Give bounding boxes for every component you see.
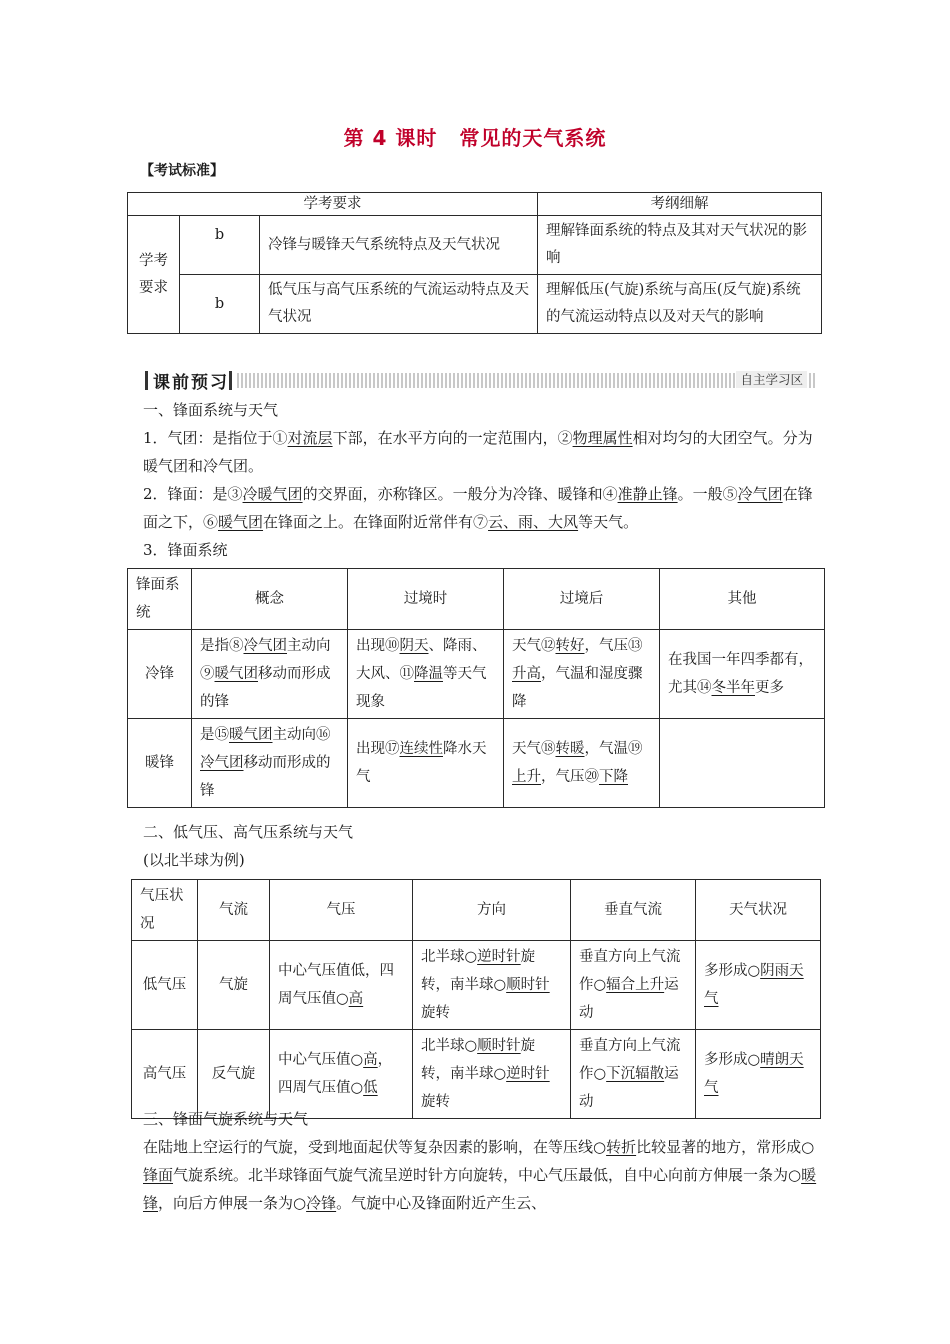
answer: 低: [363, 1080, 378, 1096]
level-cell: b: [180, 275, 260, 334]
low-pressure-vertical: [571, 941, 696, 1030]
answer: 对流层: [287, 429, 333, 447]
text: 是⑮: [200, 727, 229, 743]
answer: 阴天: [399, 638, 429, 654]
text: 多形成○: [704, 1052, 761, 1068]
pressure-system-table: [131, 879, 821, 1119]
row-header: 学考要求: [128, 216, 180, 334]
text: ，气压⑬: [584, 638, 643, 654]
header-weather: 天气状况: [696, 880, 821, 941]
answer: 降温: [414, 666, 443, 682]
text: 主动向⑨: [200, 638, 331, 682]
answer: 晴朗天气: [704, 1052, 804, 1096]
text: 降水天气: [356, 741, 487, 785]
text: 比较显著的地方，常形成○: [636, 1138, 815, 1156]
banner-zone-label: 自主学习区: [736, 371, 807, 388]
cold-front-name: 冷锋: [128, 630, 192, 719]
high-pressure-flow: 反气旋: [198, 1030, 270, 1119]
low-pressure-flow: 气旋: [198, 941, 270, 1030]
answer: 逆时针: [506, 1066, 550, 1082]
cold-front-during: [348, 630, 504, 719]
text: 北半球○: [421, 949, 478, 965]
text: 在锋面之下，⑥: [143, 485, 813, 531]
banner-bar-left: [145, 371, 148, 390]
text: 中心气压值低，四周气压值○: [278, 963, 394, 1007]
answer: 冷暖气团: [242, 485, 303, 503]
text: ，四周气压值○: [278, 1052, 393, 1096]
detail-cell: 理解低压(气旋)系统与高压(反气旋)系统的气流运动特点以及对天气的影响: [538, 275, 822, 334]
answer: 顺时针: [506, 977, 550, 993]
text: 在陆地上空运行的气旋，受到地面起伏等复杂因素的影响，在等压线○: [143, 1138, 607, 1156]
text: 1．气团：是指位于①: [143, 429, 288, 447]
detail-cell: 理解锋面系统的特点及其对天气状况的影响: [538, 216, 822, 275]
exam-standard-label: 【考试标准】: [140, 163, 224, 179]
text: 主动向⑯: [272, 727, 331, 743]
text: 、降雨、大风、⑪: [356, 638, 487, 682]
warm-front-after: [504, 719, 660, 808]
text: 出现⑩: [356, 638, 400, 654]
answer: 上升: [512, 769, 541, 785]
requirement-cell: 冷锋与暖锋天气系统特点及天气状况: [260, 216, 538, 275]
text: 在锋面之上。在锋面附近常伴有⑦: [263, 513, 489, 531]
cold-front-concept: [192, 630, 348, 719]
answer: 高: [348, 991, 364, 1007]
front-system-table: [127, 568, 825, 808]
section3-heading: 三、锋面气旋系统与天气: [143, 1110, 309, 1128]
text: 北半球○: [421, 1038, 478, 1054]
banner-stripe: [237, 373, 815, 388]
header-flow: 气流: [198, 880, 270, 941]
header-during: 过境时: [348, 569, 504, 630]
answer: 顺时针: [477, 1038, 521, 1054]
answer: 锋面: [143, 1166, 174, 1184]
warm-front-name: 暖锋: [128, 719, 192, 808]
low-pressure-name: 低气压: [132, 941, 198, 1030]
text: 在我国一年四季都有，尤其⑭: [668, 652, 813, 696]
section1-heading: 一、锋面系统与天气: [143, 401, 279, 419]
low-pressure-direction: [413, 941, 571, 1030]
answer: 高: [363, 1052, 378, 1068]
header-requirement: 学考要求: [128, 193, 538, 216]
text: 多形成○: [704, 963, 761, 979]
header-direction: 方向: [413, 880, 571, 941]
answer: 连续性: [399, 741, 443, 757]
text: 垂直方向上气流作○: [579, 949, 681, 993]
answer: 暖锋: [143, 1166, 817, 1212]
header-other: 其他: [660, 569, 825, 630]
title-lesson: 第 4 课时: [343, 126, 438, 150]
page-title: [0, 122, 950, 151]
text: 。一般⑤: [677, 485, 738, 503]
answer: 物理属性: [572, 429, 633, 447]
header-vertical-flow: 垂直气流: [571, 880, 696, 941]
answer: 转好: [555, 638, 585, 654]
text: 运动: [579, 977, 679, 1021]
text: 中心气压值○: [278, 1052, 364, 1068]
text: 天气⑫: [512, 638, 556, 654]
text: 2．锋面：是③: [143, 485, 243, 503]
answer: 辐合上升: [606, 977, 665, 993]
low-pressure-pressure: [270, 941, 413, 1030]
text: 旋转，南半球○: [421, 949, 536, 993]
text: ，向后方伸展一条为○: [158, 1194, 307, 1212]
text: 等天气现象: [356, 666, 487, 710]
answer: 暖气团: [229, 727, 273, 743]
text: ，气压⑳: [541, 769, 599, 785]
section2-heading: 二、低气压、高气压系统与天气: [143, 823, 354, 841]
text: ，气温和湿度骤降: [512, 666, 643, 710]
answer: 冷气团: [243, 638, 287, 654]
text: 垂直方向上气流作○: [579, 1038, 681, 1082]
answer: 准静止锋: [617, 485, 678, 503]
text: 。气旋中心及锋面附近产生云、: [336, 1194, 547, 1212]
text: ，气温⑲: [584, 741, 643, 757]
section3-paragraph: [143, 1133, 823, 1217]
requirement-cell: 低气压与高气压系统的气流运动特点及天气状况: [260, 275, 538, 334]
banner-title: 课前预习: [153, 368, 233, 393]
answer: 逆时针: [477, 949, 521, 965]
text: 旋转: [421, 1005, 450, 1021]
warm-front-concept: [192, 719, 348, 808]
text: 移动而形成的锋: [200, 755, 331, 799]
answer: 下沉辐散: [606, 1066, 665, 1082]
title-topic: 常见的天气系统: [459, 126, 607, 150]
header-concept: 概念: [192, 569, 348, 630]
warm-front-other: [660, 719, 825, 808]
answer: 升高: [512, 666, 541, 682]
cold-front-other: [660, 630, 825, 719]
low-pressure-weather: [696, 941, 821, 1030]
exam-standard-table: [127, 192, 822, 334]
header-pressure-status: 气压状况: [132, 880, 198, 941]
text: 出现⑰: [356, 741, 400, 757]
banner-bar-mid: [229, 371, 232, 390]
text: 下部，在水平方向的一定范围内，②: [332, 429, 573, 447]
section2-note: (以北半球为例): [143, 851, 245, 869]
text: 等天气。: [578, 513, 639, 531]
text: 天气⑱: [512, 741, 556, 757]
header-pressure: 气压: [270, 880, 413, 941]
text: 旋转: [421, 1094, 450, 1110]
answer: 云、雨、大风: [488, 513, 579, 531]
header-after: 过境后: [504, 569, 660, 630]
answer: 转暖: [555, 741, 585, 757]
answer: 冬半年: [711, 680, 755, 696]
text: 更多: [755, 680, 784, 696]
high-pressure-name: 高气压: [132, 1030, 198, 1119]
text: 是指⑧: [200, 638, 244, 654]
text: 相对均匀的大团空气。分为暖气团和冷气团。: [143, 429, 813, 475]
section1-paragraph3: 3．锋面系统: [143, 541, 228, 559]
text: 移动而形成的锋: [200, 666, 331, 710]
section1-paragraph2: [143, 480, 823, 536]
header-detail: 考纲细解: [538, 193, 822, 216]
answer: 暖气团: [218, 513, 264, 531]
cold-front-after: [504, 630, 660, 719]
text: 气旋系统。北半球锋面气旋气流呈逆时针方向旋转，中心气压最低，自中心向前方伸展一条为○: [173, 1166, 802, 1184]
text: 旋转，南半球○: [421, 1038, 536, 1082]
answer: 冷锋: [306, 1194, 337, 1212]
warm-front-during: [348, 719, 504, 808]
answer: 暖气团: [214, 666, 258, 682]
answer: 下降: [599, 769, 628, 785]
answer: 冷气团: [737, 485, 783, 503]
answer: 转折: [606, 1138, 637, 1156]
level-cell: b: [180, 216, 260, 275]
text: 的交界面，亦称锋区。一般分为冷锋、暖锋和④: [302, 485, 618, 503]
answer: 冷气团: [200, 755, 244, 771]
text: 运动: [579, 1066, 679, 1110]
section-banner: [145, 368, 815, 392]
header-front-system: 锋面系统: [128, 569, 192, 630]
section1-paragraph1: [143, 424, 823, 480]
answer: 阴雨天气: [704, 963, 804, 1007]
